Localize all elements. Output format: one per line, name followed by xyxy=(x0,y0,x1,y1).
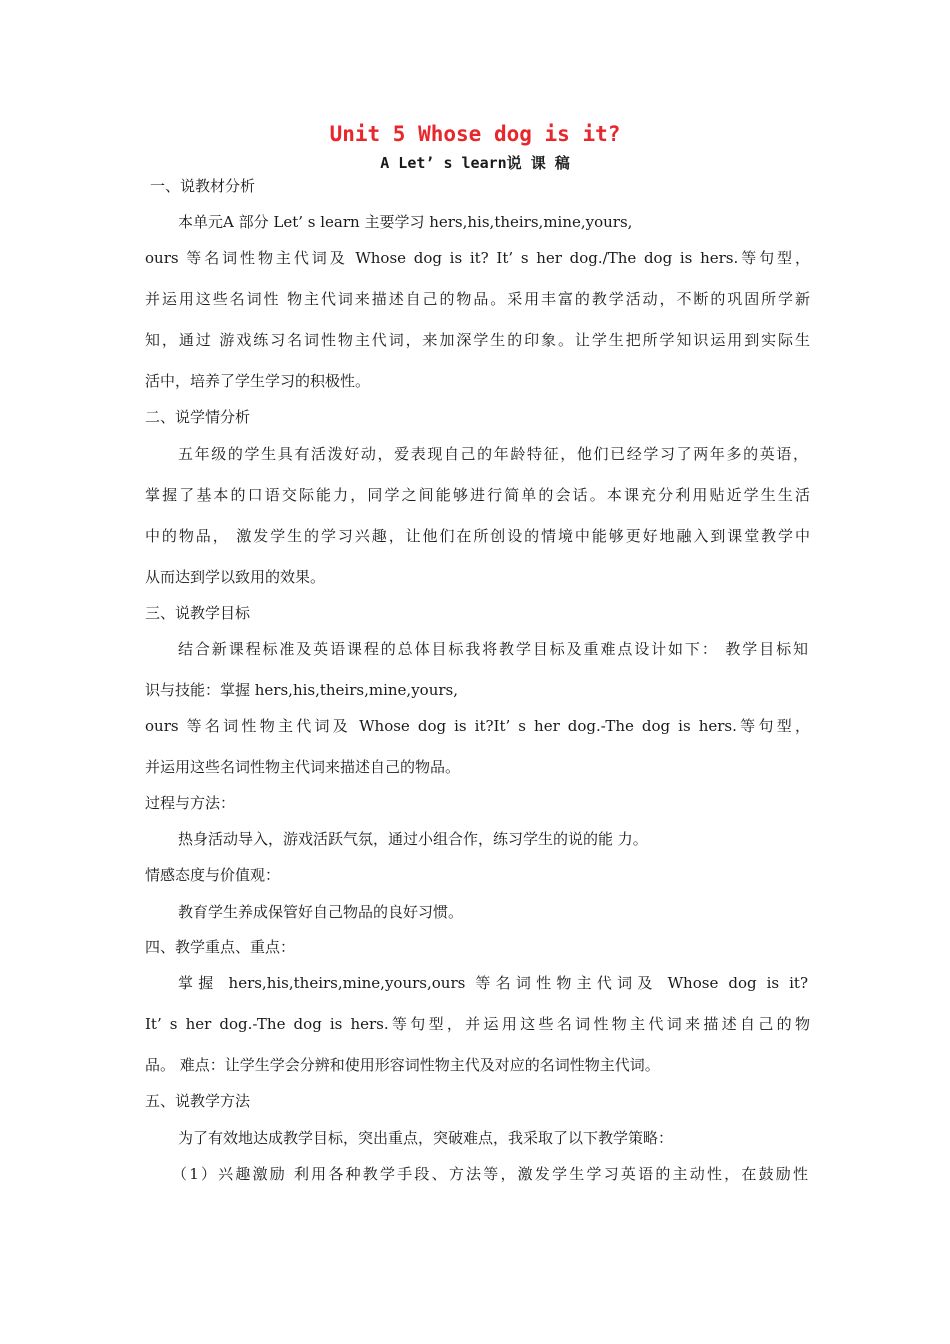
paragraph-line: 识与技能：掌握 hers,his,theirs,mine,yours, xyxy=(145,681,458,699)
paragraph-line: 结合新课程标准及英语课程的总体目标我将教学目标及重难点设计如下： 教学目标知 xyxy=(178,640,808,658)
paragraph-line: （1）兴趣激励 利用各种教学手段、方法等，激发学生学习英语的主动性，在鼓励性 xyxy=(172,1165,808,1183)
paragraph-line: 掌握 hers,his,theirs,mine,yours,ours 等名词性物主代词及 Whose dog is it? xyxy=(178,974,808,992)
paragraph-line: It’ s her dog.-The dog is hers.等句型，并运用这些名词性物主代词来描述自己的物 xyxy=(145,1015,810,1033)
paragraph-line: 品。 难点：让学生学会分辨和使用形容词性物主代及对应的名词性物主代词。 xyxy=(145,1056,660,1074)
paragraph-line: 五年级的学生具有活泼好动，爱表现自己的年龄特征，他们已经学习了两年多的英语， xyxy=(178,445,808,463)
section-heading-learner-analysis: 二、说学情分析 xyxy=(145,408,251,426)
paragraph-line: ours 等名词性物主代词及 Whose dog is it?It’ s her dog.-The dog is hers.等句型， xyxy=(145,717,810,735)
paragraph-line: 本单元A 部分 Let’ s learn 主要学习 hers,his,theirs,mine,yours, xyxy=(178,213,633,231)
paragraph-line: 并运用这些名词性物主代词来描述自己的物品。 xyxy=(145,758,461,776)
subheading-process-method: 过程与方法： xyxy=(145,794,236,812)
paragraph-line: 从而达到学以致用的效果。 xyxy=(145,568,326,586)
section-heading-teaching-goals: 三、说教学目标 xyxy=(145,604,251,622)
paragraph-line: ours 等名词性物主代词及 Whose dog is it? It’ s her dog./The dog is hers.等句型， xyxy=(145,249,810,267)
paragraph-line: 热身活动导入，游戏活跃气氛，通过小组合作，练习学生的说的能 力。 xyxy=(178,830,648,848)
section-heading-textbook-analysis: 一、说教材分析 xyxy=(150,177,256,195)
paragraph-line: 活中，培养了学生学习的积极性。 xyxy=(145,372,371,390)
paragraph-line: 并运用这些名词性 物主代词来描述自己的物品。采用丰富的教学活动，不断的巩固所学新 xyxy=(145,290,810,308)
paragraph-line: 中的物品， 激发学生的学习兴趣，让他们在所创设的情境中能够更好地融入到课堂教学中 xyxy=(145,527,810,545)
paragraph-line: 知，通过 游戏练习名词性物主代词，来加深学生的印象。让学生把所学知识运用到实际生 xyxy=(145,331,810,349)
paragraph-line: 掌握了基本的口语交际能力，同学之间能够进行简单的会话。本课充分利用贴近学生生活 xyxy=(145,486,810,504)
document-subtitle: A Let’ s learn说 课 稿 xyxy=(380,154,570,172)
subheading-attitude-values: 情感态度与价值观： xyxy=(145,866,281,884)
paragraph-line: 教育学生养成保管好自己物品的良好习惯。 xyxy=(178,903,464,921)
section-heading-key-points: 四、教学重点、重点： xyxy=(145,938,296,956)
section-heading-teaching-methods: 五、说教学方法 xyxy=(145,1092,251,1110)
document-title: Unit 5 Whose dog is it? xyxy=(329,122,621,146)
paragraph-line: 为了有效地达成教学目标，突出重点，突破难点，我采取了以下教学策略： xyxy=(178,1129,674,1147)
